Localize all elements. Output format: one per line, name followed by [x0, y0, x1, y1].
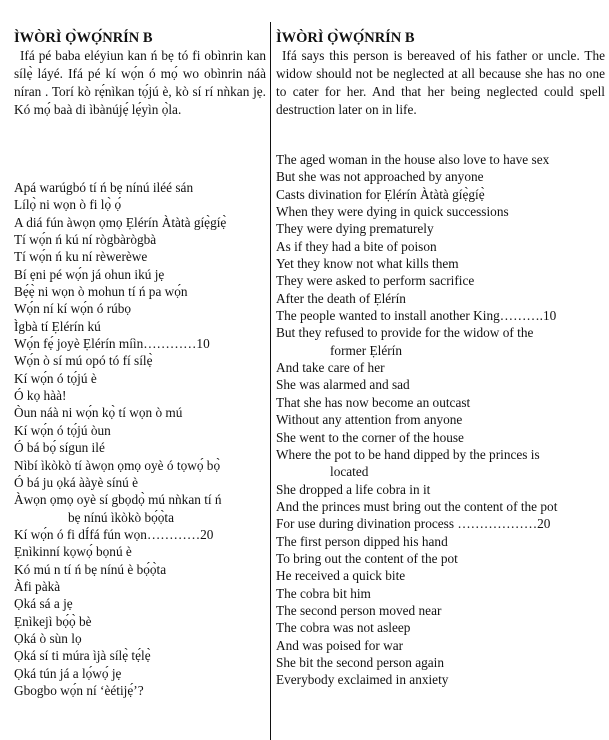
- verse-line: As if they had a bite of poison: [276, 238, 437, 254]
- verse-line: He received a quick bite: [276, 568, 406, 584]
- verse-line: The cobra bit him: [276, 585, 371, 601]
- verse-line: Apá warúgbó tí ń bẹ nínú iléé sán: [14, 180, 194, 195]
- verse-line: The cobra was not asleep: [276, 620, 411, 636]
- verse-line: She bit the second person again: [276, 654, 445, 670]
- verse-line: Tí wọ́n ń ku ní rèwerèwe: [14, 249, 148, 265]
- verse-line: When they were dying in quick successions: [276, 204, 509, 220]
- english-column: [276, 30, 605, 119]
- verse-line: The first person dipped his hand: [276, 533, 448, 549]
- verse-line: Ó bá ju ọká ààyè sínú è: [14, 474, 139, 490]
- verse-line: After the death of Ẹlérín: [276, 290, 406, 306]
- english-intro: Ifá says this person is bereaved of his father or uncle. The widow should not be neglected at all because she has no one to cater for her. And that her being neglected could spell destruction later on in life.: [276, 48, 605, 117]
- verse-line: Àfi pàkà: [14, 578, 61, 594]
- verse-line: To bring out the content of the pot: [276, 550, 458, 566]
- verse-line: Ẹnìkinní kọwọ́ bọnú è: [14, 544, 132, 560]
- verse-line: Kí wọ́n ó tọ́jú òun: [14, 422, 111, 438]
- verse-line: Ọká sí ti múra ìjà sílẹ̀ tẹ́lẹ̀: [14, 648, 151, 664]
- yoruba-intro: Ifá pé baba eléyiun kan ń bẹ tó fi obìnrin kan sílẹ̀ láyé. Ifá pé kí wọ́n ó mọ́ wo obìnrin náà níran . Torí kò rẹ́nìkan tọ́jú è, kò sí rí nǹkan jẹ. Kó mọ́ baà di ìbànújẹ́ lẹ́yìn ọ̀la.: [14, 48, 266, 117]
- english-verses: [276, 151, 557, 689]
- verse-line: Without any attention from anyone: [276, 412, 463, 428]
- verse-line: But they refused to provide for the widow of the: [276, 325, 534, 341]
- verse-line: She was alarmed and sad: [276, 377, 410, 393]
- verse-line: Kó mú n tí ń bẹ nínú è bọ́ọ̀ta: [14, 561, 167, 577]
- verse-line: Lílọ̀ ni wọn ò fi lọ̀ ọ́: [14, 197, 122, 213]
- verse-line: But she was not approached by anyone: [276, 169, 484, 185]
- verse-line: A diá fún àwọn ọmọ Ẹlérín Àtàtà gíẹ̀gíẹ̀: [14, 214, 227, 230]
- verse-line: Ẹnìkejì bọ́ọ̀ bè: [14, 613, 92, 629]
- verse-line: Òun náà ni wọ́n kọ̀ tí wọn ò mú: [14, 405, 183, 421]
- verse-line: Ó kọ hàà!: [14, 388, 67, 404]
- verse-line: Wọ́n ní kí wọ́n ó rúbọ: [14, 301, 132, 317]
- verse-line: Kí wọ́n ó tọ́jú è: [14, 370, 97, 386]
- verse-line: Yet they know not what kills them: [276, 256, 459, 272]
- verse-line: Bẹ́ẹ̀ ni wọn ò mohun tí ń pa wọ́n: [14, 284, 188, 300]
- verse-line: Everybody exclaimed in anxiety: [276, 672, 449, 688]
- english-heading: ÌWÒRÌ Ọ̀WỌ́NRÍN B: [276, 30, 415, 46]
- verse-line: And the princes must bring out the content of the pot: [276, 498, 558, 514]
- yoruba-heading: ÌWÒRÌ Ọ̀WỌ́NRÍN B: [14, 30, 153, 46]
- verse-line: The people wanted to install another King……….10: [276, 308, 557, 324]
- yoruba-column: [14, 30, 266, 119]
- verse-line: Ọká tún já a lọ́wọ́ jẹ: [14, 665, 122, 681]
- verse-line: bẹ nínú ìkòkò bọ́ọ̀ta: [68, 509, 174, 525]
- verse-line: Àwọn ọmọ oyè sí gbọdọ̀ mú nǹkan tí ń: [14, 492, 222, 508]
- yoruba-verses: [14, 179, 226, 699]
- verse-line: Bí ẹni pé wọ́n já ohun ikú jẹ: [14, 266, 165, 282]
- verse-line: She went to the corner of the house: [276, 429, 464, 445]
- verse-line: located: [330, 464, 369, 480]
- verse-line: Ọká ò sùn lọ: [14, 630, 82, 646]
- verse-line: Ìgbà tí Ẹlérín kú: [14, 318, 101, 334]
- verse-line: Wọ́n ò sí mú opó tó fí sílẹ̀: [14, 353, 153, 369]
- verse-line: Gbogbo wọ́n ní ‘èétijẹ́’?: [14, 682, 144, 698]
- verse-line: Tí wọ́n ń kú ní rògbàrògbà: [14, 232, 157, 248]
- verse-line: Ó bá bọ́ sígun ilé: [14, 440, 105, 456]
- verse-line: For use during divination process ………………20: [276, 516, 551, 532]
- verse-line: Kí wọ́n ó fi dÍfá fún wọn…………20: [14, 526, 214, 542]
- verse-line: She dropped a life cobra in it: [276, 481, 431, 497]
- verse-line: That she has now become an outcast: [276, 394, 471, 410]
- verse-line: They were asked to perform sacrifice: [276, 273, 475, 289]
- verse-line: They were dying prematurely: [276, 221, 434, 237]
- verse-line: Ọká sá a jẹ: [14, 596, 73, 612]
- verse-line: Where the pot to be hand dipped by the princes is: [276, 446, 540, 462]
- column-divider: [270, 22, 271, 740]
- verse-line: The second person moved near: [276, 602, 442, 618]
- verse-line: Casts divination for Ẹlérín Àtàtà gíẹ̀gíẹ̀: [276, 186, 485, 202]
- verse-line: former Ẹlérín: [330, 342, 402, 358]
- verse-line: Wọ́n fẹ́ joyè Ẹlérín míìn…………10: [14, 336, 210, 352]
- verse-line: And was poised for war: [276, 637, 404, 653]
- verse-line: And take care of her: [276, 360, 385, 376]
- verse-line: Nìbí ìkòkò tí àwọn ọmọ oyè ó tọwọ́ bọ̀: [14, 457, 221, 473]
- verse-line: The aged woman in the house also love to have sex: [276, 152, 550, 167]
